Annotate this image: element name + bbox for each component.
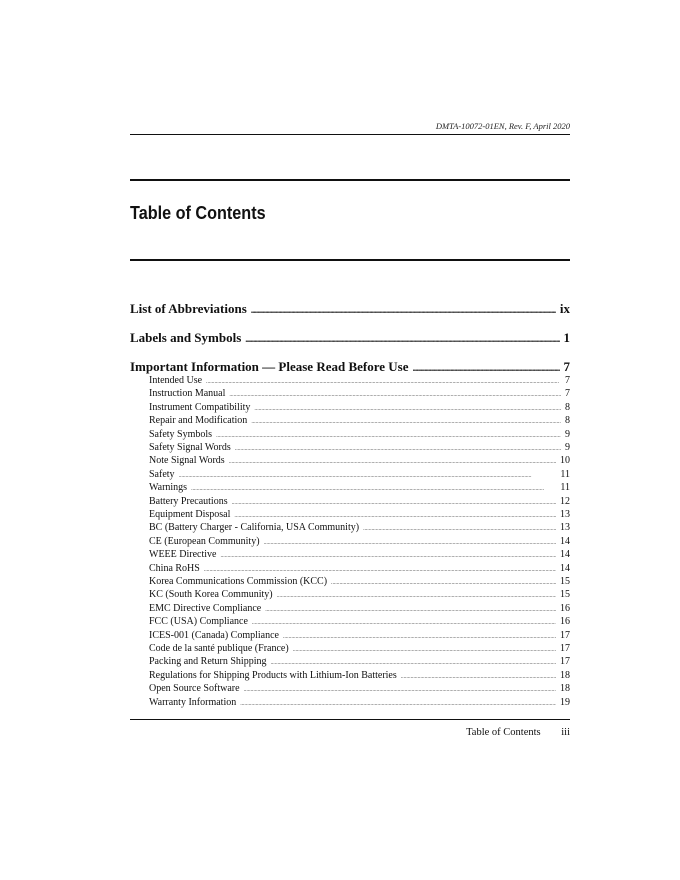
dot-leader bbox=[271, 660, 557, 666]
page-number: iii bbox=[561, 727, 570, 738]
dot-leader bbox=[413, 363, 560, 373]
toc-entry-label: WEEE Directive bbox=[149, 549, 217, 561]
dot-leader bbox=[234, 513, 556, 519]
dot-leader bbox=[251, 419, 561, 425]
toc-entry[interactable] bbox=[149, 656, 570, 667]
toc-entry[interactable] bbox=[149, 563, 570, 574]
dot-leader bbox=[245, 334, 559, 344]
toc-entry-label: Open Source Software bbox=[149, 683, 240, 695]
dot-leader bbox=[179, 473, 557, 479]
dot-leader bbox=[401, 674, 556, 680]
toc-entry-label: Equipment Disposal bbox=[149, 509, 231, 520]
toc-entry-label: Safety Signal Words bbox=[149, 442, 231, 453]
dot-leader bbox=[232, 500, 556, 506]
toc-entry[interactable] bbox=[149, 536, 570, 547]
toc-entry-page: 16 bbox=[560, 602, 570, 614]
toc-entry-label: Code de la santé publique (France) bbox=[149, 643, 289, 654]
toc-entry[interactable] bbox=[149, 549, 570, 560]
toc-entry-page: 8 bbox=[565, 415, 570, 427]
toc-entry-label: Repair and Modification bbox=[149, 415, 248, 427]
toc-entry-label: Instrument Compatibility bbox=[149, 401, 251, 413]
toc-entry-label: ICES-001 (Canada) Compliance bbox=[149, 629, 279, 641]
toc-entry-page: 17 bbox=[560, 656, 570, 668]
dot-leader bbox=[331, 580, 556, 586]
toc-entry-label: Warnings bbox=[149, 482, 188, 494]
toc-entry[interactable] bbox=[149, 589, 570, 600]
toc-entry[interactable] bbox=[149, 683, 570, 694]
dot-leader bbox=[229, 392, 561, 398]
toc-entry[interactable] bbox=[149, 469, 570, 480]
toc-entry-major[interactable] bbox=[130, 301, 570, 317]
toc-entry-label: China RoHS bbox=[149, 562, 200, 574]
toc-entry-label: Instruction Manual bbox=[149, 388, 226, 400]
toc-entry[interactable] bbox=[149, 415, 570, 426]
dot-leader bbox=[240, 701, 556, 707]
toc-entry[interactable] bbox=[149, 429, 570, 440]
toc-entry-page: 14 bbox=[560, 535, 570, 547]
toc-entry-label: Warranty Information bbox=[149, 696, 237, 708]
toc-entry-page: 8 bbox=[565, 401, 570, 413]
toc-entry[interactable] bbox=[149, 576, 570, 587]
toc-entry-page: 16 bbox=[560, 616, 570, 628]
toc-entry-page: 12 bbox=[560, 495, 570, 507]
header-rule bbox=[130, 134, 570, 135]
running-header: DMTA-10072-01EN, Rev. F, April 2020 bbox=[435, 121, 570, 131]
toc-entry-major[interactable] bbox=[130, 330, 570, 346]
toc-entry[interactable] bbox=[149, 442, 570, 453]
footer-section-title: Table of Contents bbox=[466, 727, 541, 738]
toc-entry[interactable] bbox=[149, 388, 570, 399]
dot-leader bbox=[283, 634, 556, 640]
dot-leader bbox=[229, 459, 556, 465]
toc-entry-major[interactable] bbox=[130, 359, 570, 375]
toc-entry[interactable] bbox=[149, 496, 570, 507]
toc-entry-page: 19 bbox=[560, 696, 570, 708]
toc-entry-label: Packing and Return Shipping bbox=[149, 656, 267, 668]
toc-entry[interactable] bbox=[149, 670, 570, 681]
toc-entry-label: KC (South Korea Community) bbox=[149, 589, 273, 601]
toc-entry-label: BC (Battery Charger - California, USA Community) bbox=[149, 522, 360, 534]
toc-entry-page: 11 bbox=[560, 468, 570, 480]
toc-entry[interactable] bbox=[149, 630, 570, 641]
toc-entry[interactable] bbox=[149, 482, 570, 493]
dot-leader bbox=[251, 305, 556, 315]
dot-leader bbox=[277, 593, 556, 599]
toc-entry-page: 15 bbox=[560, 576, 570, 587]
toc-entry-page: 7 bbox=[565, 375, 570, 386]
toc-entry-page: 10 bbox=[560, 455, 570, 467]
toc-entry-page: 17 bbox=[560, 629, 570, 641]
dot-leader bbox=[235, 446, 561, 452]
toc-entry-page: 18 bbox=[560, 683, 570, 695]
toc-entry-page: 11 bbox=[560, 482, 570, 494]
page-footer bbox=[130, 727, 570, 738]
toc-entry-label: Regulations for Shipping Products with Lithium-Ion Batteries bbox=[149, 669, 397, 681]
dot-leader bbox=[244, 687, 556, 693]
toc-entry[interactable] bbox=[149, 697, 570, 708]
page-title: Table of Contents bbox=[130, 203, 266, 223]
dot-leader bbox=[216, 433, 561, 439]
toc-entry[interactable] bbox=[149, 643, 570, 654]
toc-entry[interactable] bbox=[149, 455, 570, 466]
toc-entry-label: Note Signal Words bbox=[149, 455, 225, 467]
toc-entry-label: Safety bbox=[149, 468, 175, 480]
toc-entry-page: 9 bbox=[565, 442, 570, 453]
toc-entry-page: 14 bbox=[560, 562, 570, 574]
toc-entry[interactable] bbox=[149, 522, 570, 533]
toc-entry[interactable] bbox=[149, 402, 570, 413]
dot-leader bbox=[363, 526, 556, 532]
toc-entry-label: CE (European Community) bbox=[149, 535, 260, 547]
dot-leader bbox=[264, 540, 556, 546]
dot-leader bbox=[265, 607, 556, 613]
toc-entry-page: 7 bbox=[563, 359, 570, 374]
dot-leader bbox=[206, 379, 561, 385]
toc-entry-label: Korea Communications Commission (KCC) bbox=[149, 576, 328, 587]
dot-leader bbox=[191, 486, 556, 492]
dot-leader bbox=[293, 647, 556, 653]
toc-entry-page: 1 bbox=[563, 330, 570, 345]
dot-leader bbox=[220, 553, 556, 559]
toc-entry-page: 13 bbox=[560, 522, 570, 534]
toc-entry[interactable] bbox=[149, 509, 570, 520]
toc-entry-label: Battery Precautions bbox=[149, 495, 228, 507]
toc-entry-page: ix bbox=[559, 301, 570, 316]
toc-entry-page: 17 bbox=[560, 643, 570, 654]
dot-leader bbox=[204, 567, 556, 573]
toc-entry-label: Intended Use bbox=[149, 375, 203, 386]
title-bottom-rule bbox=[130, 259, 570, 261]
toc-entry-label: List of Abbreviations bbox=[130, 301, 247, 316]
dot-leader bbox=[252, 620, 556, 626]
toc-entry-label: Important Information — Please Read Before Use bbox=[130, 359, 409, 374]
toc-entry-page: 7 bbox=[565, 388, 570, 400]
toc-entry-label: Safety Symbols bbox=[149, 428, 213, 440]
toc-entry[interactable] bbox=[149, 616, 570, 627]
toc-entry-label: FCC (USA) Compliance bbox=[149, 616, 248, 628]
toc-entry-page: 15 bbox=[560, 589, 570, 601]
toc-entry-page: 14 bbox=[560, 549, 570, 561]
toc-entry[interactable] bbox=[149, 375, 570, 386]
toc-entry-page: 13 bbox=[560, 509, 570, 520]
toc-entry-page: 18 bbox=[560, 669, 570, 681]
footer-rule bbox=[130, 719, 570, 720]
toc-entry[interactable] bbox=[149, 603, 570, 614]
title-top-rule bbox=[130, 179, 570, 181]
toc-entry-label: Labels and Symbols bbox=[130, 330, 242, 345]
toc-entry-label: EMC Directive Compliance bbox=[149, 602, 262, 614]
toc-entry-page: 9 bbox=[565, 428, 570, 440]
dot-leader bbox=[254, 406, 561, 412]
